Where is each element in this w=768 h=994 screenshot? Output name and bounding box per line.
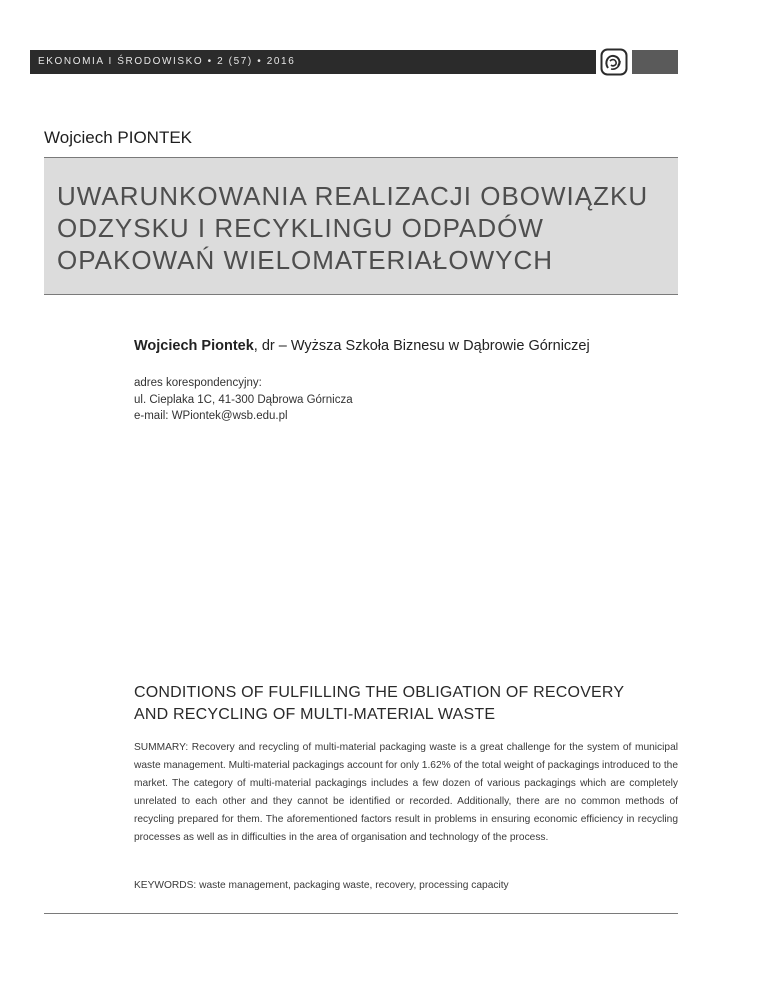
title-line: OPAKOWAŃ WIELOMATERIAŁOWYCH [57,245,554,275]
english-title [134,682,624,726]
english-title-line: CONDITIONS OF FULFILLING THE OBLIGATION OF RECOVERY [134,684,625,701]
summary: SUMMARY: Recovery and recycling of multi-material packaging waste is a great challenge for the system of municipal waste management. Multi-material packagings account for only 1.62% of the total weight of packagings introduced to the market. The category of multi-material packagings includes a few dozen of various packagings which are completely unrelated to each other and they cannot be identified or recorded. Additionally, there are no common methods of recycling prepared for them. The aforementioned factors result in problems in ensuring economic efficiency in recycling processes as well as in difficulties in the area of organisation and technology of the process. [134,742,678,843]
correspondence-label: adres korespondencyjny: [134,377,262,389]
header-end-block [632,50,678,74]
title-box [44,157,678,295]
journal-logo [598,47,630,77]
journal-header-bar [30,50,596,74]
keywords: KEYWORDS: waste management, packaging waste, recovery, processing capacity [134,880,509,891]
correspondence [134,375,353,425]
correspondence-email: e-mail: WPiontek@wsb.edu.pl [134,410,288,422]
title-line: UWARUNKOWANIA REALIZACJI OBOWIĄZKU [57,181,649,211]
affiliation [134,338,590,354]
title-line: ODZYSKU I RECYKLINGU ODPADÓW [57,213,544,243]
author-name: Wojciech PIONTEK [44,128,193,147]
affiliation-details: , dr – Wyższa Szkoła Biznesu w Dąbrowie Górniczej [253,338,590,354]
journal-logo-icon [600,48,628,76]
correspondence-address: ul. Cieplaka 1C, 41-300 Dąbrowa Górnicza [134,393,353,406]
affiliation-author: Wojciech Piontek [134,338,254,354]
english-title-line: AND RECYCLING OF MULTI-MATERIAL WASTE [134,706,496,723]
journal-info: EKONOMIA I ŚRODOWISKO • 2 (57) • 2016 [38,56,296,67]
bottom-divider [44,913,678,914]
